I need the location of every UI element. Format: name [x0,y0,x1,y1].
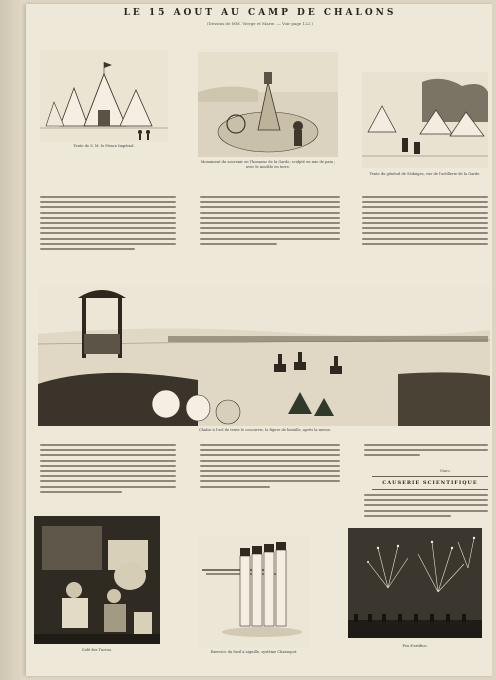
section-rule-top [372,476,488,477]
text-column-4 [40,444,176,510]
figure-battle-review [38,284,490,426]
figure-general-tent [362,72,488,168]
figure-fireworks [348,528,482,638]
caption-fireworks: Feu d'artifice. [402,644,428,648]
text-column-2 [200,196,340,276]
page-title: LE 15 AOUT AU CAMP DE CHALONS [123,8,397,18]
caption-monument: Monument du souvenir en l'honneur de la Garde, sculpté en mie de pain ; avec le modèle en terre. [200,160,336,169]
section-heading-causerie: CAUSERIE SCIENTIFIQUE [382,480,478,486]
caption-cafe-turcos: Café des Turcos. [81,648,113,652]
text-column-5 [200,444,340,510]
figure-cafe-turcos [34,516,160,644]
caption-battle-review: Chaloe à l'oel de tente le concurrie, la figure de bataille, après la messe. [198,428,332,432]
caption-imperial-tent: Tente de S. M. le Prince Impérial. [73,144,135,148]
caption-chassepot-drill: Exercice du fusil à aiguille, système Chassepot. [210,650,298,654]
section-rule-bottom [372,489,488,490]
figure-imperial-tent [40,50,168,142]
page-spine [0,0,26,680]
figure-monument [198,52,338,157]
caption-general-tent: Tente du général de Sédaiges, vue de l'artillerie de la Garde. [369,172,481,176]
text-column-6 [364,444,488,464]
text-column-1 [40,196,176,276]
article-signature: Marc. [440,468,452,473]
page-subtitle: (Dessins de MM. Vierge et Marie. — Voir page 122.) [206,21,314,26]
text-column-7 [364,494,488,522]
figure-chassepot-drill [198,536,310,648]
text-column-3 [362,196,488,276]
